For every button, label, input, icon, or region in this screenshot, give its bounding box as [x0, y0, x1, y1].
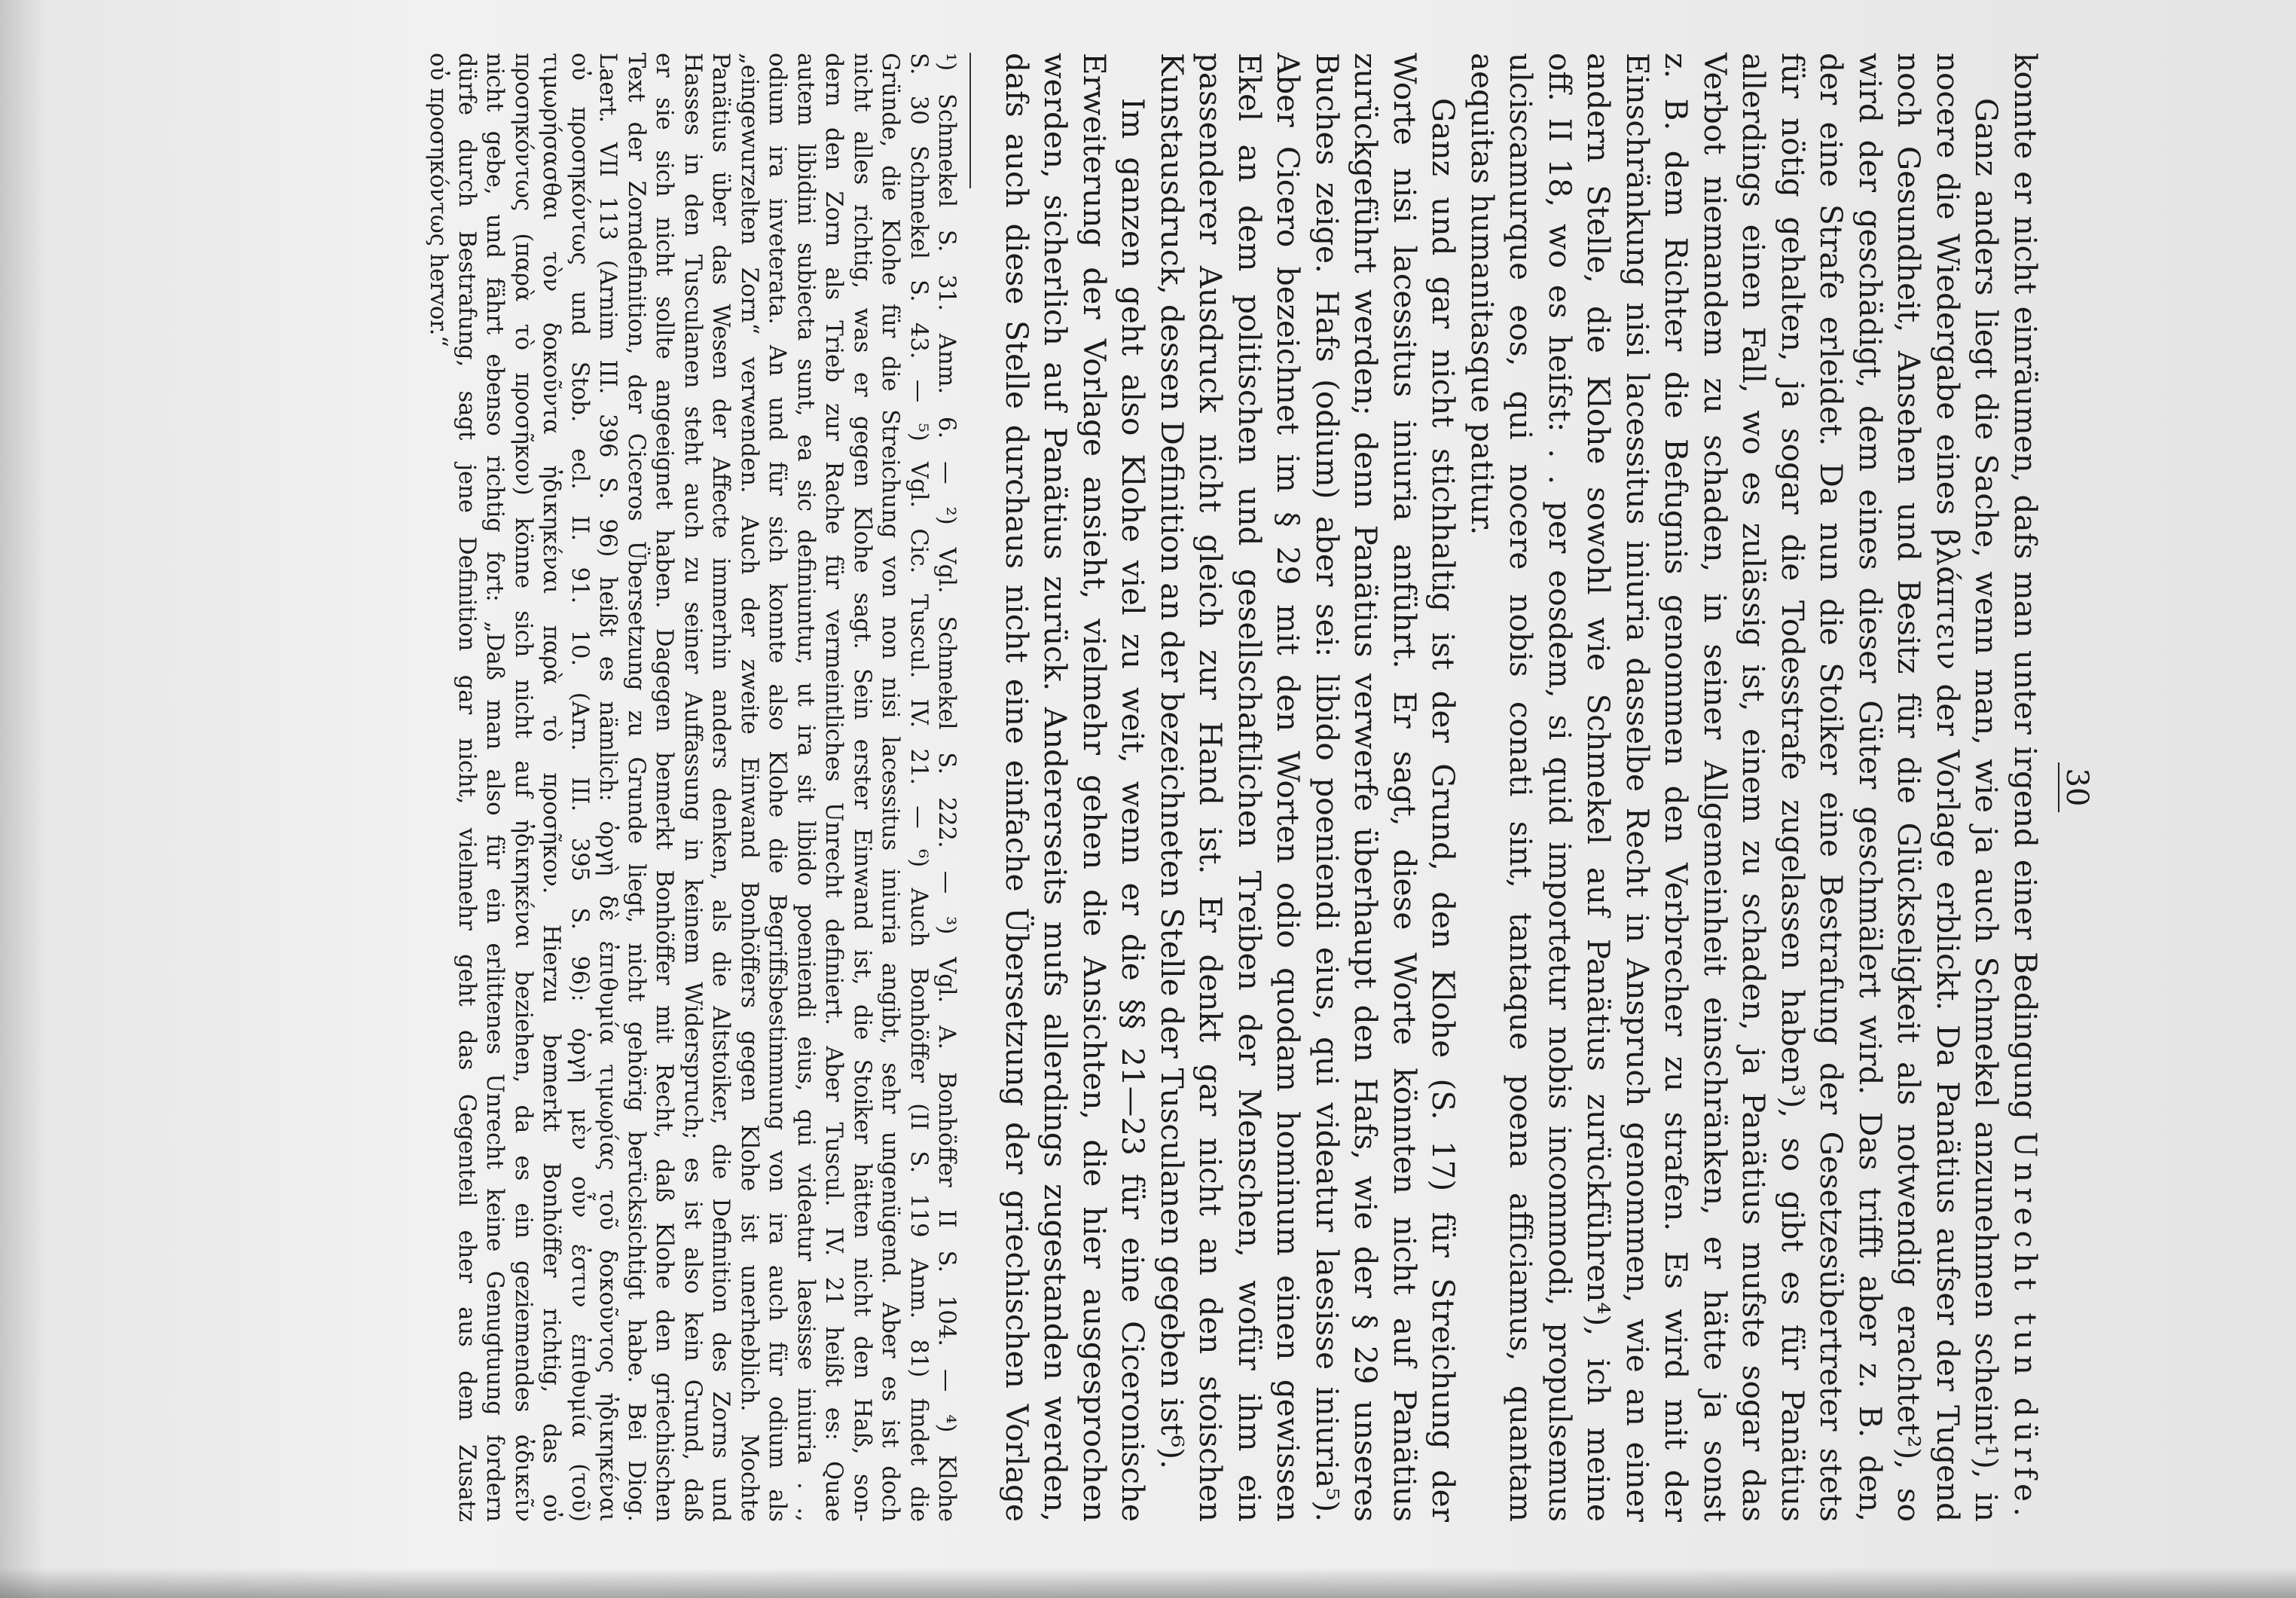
spaced-phrase: Unrecht tun dürfe.	[2007, 1131, 2044, 1522]
body-line: Einschränkung nisi lacessitus iniuria dasselbe Recht in Anspruch genommen, wie an einer	[1620, 53, 1656, 1522]
body-line: ulciscamurque eos, qui nocere nobis conati sint, tantaque poena afficiamus, quantam	[1503, 53, 1540, 1522]
footnote-line: Text der Zorndefinition, der Ciceros Übersetzung zu Grunde liegt, nicht gehörig berücksichtigt habe. Bei Diog.	[623, 53, 649, 1522]
body-line: konnte er nicht einräumen, dafs man unter irgend einer Bedingung Unrecht tun dürfe.	[2007, 53, 2044, 1522]
body-line: Kunstausdruck, dessen Definition an der bezeichneten Stelle der Tusculanen gegeben ist⁶).	[1154, 53, 1190, 1469]
body-line: andern Stelle, die Klohe sowohl wie Schmekel auf Panätius zurückführen⁴), ich meine	[1580, 53, 1617, 1522]
footnote-line: Hasses in den Tusculanen steht auch zu seiner Auffassung in keinem Widerspruch; es ist also kein Grund, daß	[679, 53, 706, 1522]
body-line: Verbot niemandem zu schaden, in seiner Allgemeinheit einschränken, er hätte ja sonst	[1697, 53, 1733, 1522]
scan-bottom-edge	[0, 1568, 2296, 1598]
body-line: Erweiterung der Vorlage ansieht, vielmehr gehen die Ansichten, die hier ausgesprochen	[1076, 53, 1113, 1522]
body-line: Im ganzen geht also Klohe viel zu weit, wenn er die §§ 21—23 für eine Ciceronische	[1115, 98, 1152, 1522]
footnote-line: οὐ προσηκόντως und Stob. ecl. II. 91. 10. (Arn. III. 395 S. 96): ὀργὴ μὲν οὖν ἐστιν ἐπιθυμία (τοῦ)	[566, 53, 593, 1522]
body-line: werden, sicherlich auf Panätius zurück. Andererseits mufs allerdings zugestanden werden,	[1037, 53, 1074, 1522]
body-line: aequitas humanitasque patitur.	[1464, 53, 1501, 536]
body-line: Worte nisi lacessitus iniuria anführt. Er sagt, diese Worte könnten nicht auf Panätius	[1387, 53, 1423, 1522]
footnote-line: dern den Zorn als Trieb zur Rache für vermeintliches Unrecht definiert. Aber Tuscul. IV. 21 heißt es: Quae	[820, 53, 847, 1522]
body-line: z. B. dem Richter die Befugnis genommen den Verbrecher zu strafen. Es wird mit der	[1658, 53, 1695, 1522]
fold-shadow	[0, 0, 45, 1598]
body-line: Ekel an dem politischen und gesellschaftlichen Treiben der Menschen, wofür ihm ein	[1232, 53, 1268, 1522]
footnote-line: οὐ προσηκόντως hervor.“	[425, 53, 452, 347]
footnote-line: τιμωρήσασθαι τὸν δοκοῦντα ἠδικηκέναι παρὰ τὸ προσῆκον. Hierzu bemerkt Bonhöffer richtig, das οὐ	[538, 53, 565, 1522]
footnote-rule	[970, 53, 972, 188]
body-line: Aber Cicero bezeichnet im § 29 mit den Worten odio quodam hominum einen gewissen	[1270, 53, 1307, 1522]
body-line: Ganz und gar nicht stichhaltig ist der Grund, den Klohe (S. 17) für Streichung der	[1425, 98, 1462, 1522]
body-line: der eine Strafe erleidet. Da nun die Stoiker eine Bestrafung der Gesetzesübertreter stets	[1813, 53, 1850, 1522]
body-line: passenderer Ausdruck nicht gleich zur Hand ist. Er denkt gar nicht an den stoischen	[1192, 53, 1229, 1522]
footnote-line: Laert. VII 113 (Arnim III. 396 S. 96) heißt es nämlich: ὀργὴ δὲ ἐπιθυμία τιμωρίας τοῦ δοκοῦντος ἠδικηκέναι	[594, 53, 621, 1522]
footnote-line: autem libidini subiecta sunt, ea sic definiuntur, ut ira sit libido poeniendi eius, qui videatur laesisse iniuria . .,	[792, 53, 819, 1522]
footnote-line: dürfe durch Bestrafung, sagt jene Definition gar nicht, vielmehr geht das Gegenteil eher aus dem Zusatz	[453, 53, 480, 1522]
body-line: wird der geschädigt, dem eines dieser Güter geschmälert wird. Das trifft aber z. B. den,	[1852, 53, 1888, 1522]
body-line: off. II 18, wo es heifst: . . per eosdem, si quid importetur nobis incommodi, propulsemus	[1542, 53, 1578, 1522]
footnote-line: nicht gebe, und fährt ebenso richtig fort: „Daß man also für ein erlittenes Unrecht keine Genugtuung fordern	[481, 53, 508, 1522]
rotated-page-content	[425, 53, 2094, 1522]
body-line: Buches zeige. Hafs (odium) aber sei: libido poeniendi eius, qui videatur laesisse iniuria⁵).	[1309, 53, 1345, 1522]
footnote-line: Gründe, die Klohe für die Streichung von non nisi lacessitus iniuria angibt, sehr ungenügend. Aber es ist doch	[877, 53, 904, 1522]
body-line: für nötig gehalten, ja sogar die Todesstrafe zugelassen haben³), so gibt es für Panätius	[1775, 53, 1811, 1522]
footnote-line: „eingewurzelten Zorn“ verwenden. Auch der zweite Einwand Bonhöffers gegen Klohe ist unerheblich. Mochte	[736, 53, 762, 1522]
body-line: Ganz anders liegt die Sache, wenn man, wie ja auch Schmekel anzunehmen scheint¹), in	[1968, 98, 2005, 1522]
footnote-line: Panätius über das Wesen der Affecte immerhin anders denken, als die Altstoiker, die Definition des Zorns und	[707, 53, 734, 1522]
body-line: dafs auch diese Stelle durchaus nicht eine einfache Übersetzung der griechischen Vorlage	[999, 53, 1035, 1522]
footnote-line: nicht alles richtig, was er gegen Klohe sagt. Sein erster Einwand ist, die Stoiker hätten nicht den Haß, son-	[849, 53, 875, 1522]
footnote-line: ¹) Schmekel S. 31. Anm. 6. — ²) Vgl. Schmekel S. 222. — ³) Vgl. A. Bonhöffer II S. 104. — ⁴) Klohe	[933, 53, 960, 1522]
body-text	[997, 53, 2045, 1522]
body-line: allerdings einen Fall, wo es zulässig ist, einem zu schaden, ja Panätius mufste sogar das	[1736, 53, 1772, 1522]
body-line: zurückgeführt werden; denn Panätius verwerfe überhaupt den Hafs, wie der § 29 unseres	[1348, 53, 1385, 1522]
footnotes	[424, 53, 961, 1522]
footnote-line: er sie sich nicht sollte angeeignet haben. Dagegen bemerkt Bonhöffer mit Recht, daß Klohe den griechischen	[651, 53, 678, 1522]
footnote-line: odium ira inveterata. An und für sich konnte also Klohe die Begriffsbestimmung von ira auch für odium als	[764, 53, 791, 1522]
body-line: nocere die Wiedergabe eines βλάπτειν der Vorlage erblickt. Da Panätius aufser der Tugend	[1930, 53, 1966, 1522]
body-line: noch Gesundheit, Ansehen und Besitz für die Glückseligkeit als notwendig erachtet²), so	[1891, 53, 1928, 1522]
page-number: 30	[2059, 53, 2094, 1522]
footnote-line: προσηκόντως (παρὰ τὸ προσῆκον) könne sich nicht auf ἠδικηκέναι beziehen, da es ein geziemendes ἀδικεῖν	[510, 53, 536, 1522]
footnote-line: S. 30 Schmekel S. 43. — ⁵) Vgl. Cic. Tuscul. IV. 21. — ⁶) Auch Bonhöffer (II S. 119 Anm. 81) findet die	[905, 53, 932, 1522]
